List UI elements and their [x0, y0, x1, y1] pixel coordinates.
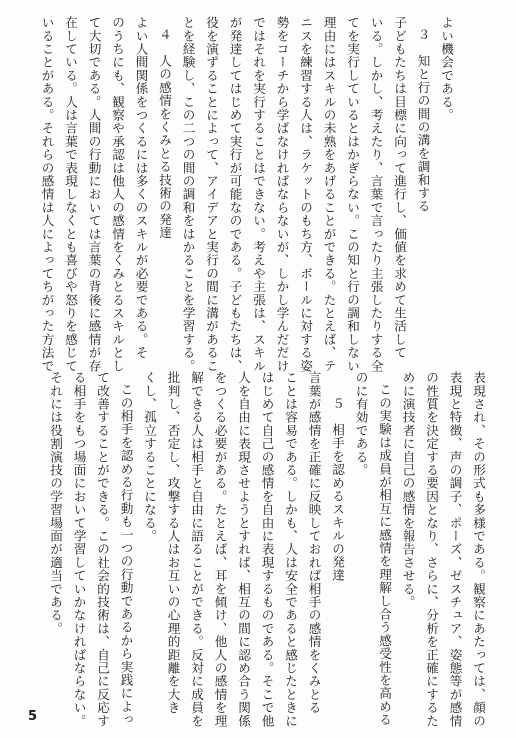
- section-heading-5: ５ 相手を認めるスキルの発達: [330, 397, 345, 582]
- text-line: くし、孤立することになる。: [142, 371, 157, 543]
- text-line: よい機会である。: [439, 16, 454, 122]
- top-text-section: [35, 16, 458, 373]
- text-line: る相手をもつ場面において学習していかなければならない。: [71, 371, 87, 728]
- text-line: 言葉が感情を正確に反映しておれば相手の感情をくみとる: [306, 371, 322, 715]
- text-line: てを実行しているとはかぎらない。この知と行の調和しない: [345, 16, 360, 373]
- text-line: とを経験し、この二つの間の調和をはかることを学習する。: [180, 16, 196, 373]
- text-line: 表現され、その形式も多様である。観察にあたっては、顔の: [471, 371, 486, 728]
- text-line: 子どもたちは目標に向って進行し、価値を求めて生活して: [392, 16, 407, 360]
- text-line: 勢をコーチから学ばなければならないが、しかし学んだだけ: [274, 16, 290, 373]
- section-heading-4: ４ 人の感情をくみとる技術の発達: [157, 28, 172, 240]
- text-line: 批判し、否定し、攻撃する人はお互いの心理的距離を大き: [165, 371, 181, 715]
- text-line: のうちにも、観察や承認は他人の感情をくみとるスキルとし: [110, 16, 125, 373]
- text-line: が発達してはじめて実行が可能なのである。子どもたちは、: [227, 16, 243, 373]
- text-line: 在している。人は言葉で表現しなくとも喜びや怒りを感じて: [63, 16, 78, 373]
- text-line: をつくる必要がある。たとえば、耳を傾け、他人の感情を理: [212, 371, 228, 728]
- text-line: いることがある。それらの感情は人によってちがった方法で: [39, 16, 55, 373]
- text-line: て改善することができる。この社会的技術は、自己に反応す: [95, 371, 110, 728]
- page-number: 5: [28, 709, 38, 724]
- text-line: それには役割演技の学習場面が適当である。: [48, 371, 63, 635]
- text-line: ニスを練習する人は、ラケットのもち方、ボールに対する姿: [298, 16, 313, 373]
- bottom-text-section: [44, 371, 491, 728]
- text-line: この相手を認める行動も一つの行動であるから実践によっ: [118, 383, 134, 727]
- text-line: 役を演ずることによって、アイデアと実行の間に溝があるこ: [204, 16, 219, 373]
- text-line: この実験は成員が相互に感情を理解し合う感受性を高める: [377, 383, 392, 727]
- text-line: いる。しかし、考えたり、言葉で言ったり主張したりする全: [368, 16, 384, 373]
- text-line: て大切である。人間の行動においては言葉の背後に感情が存: [86, 16, 102, 373]
- text-line: はじめて自己の感情を自由に表現するものである。そこで他: [259, 371, 275, 728]
- section-heading-3: ３ 知と行の間の溝を調和する: [415, 28, 431, 213]
- text-line: ことは容易である。しかも、人は安全であると感じたときに: [283, 371, 298, 728]
- text-line: 表現と特徴、声の調子、ポーズ、ゼスチュア、姿態等が感情: [447, 371, 463, 728]
- text-line: のに有効である。: [353, 371, 369, 477]
- text-line: よい人間関係をつくるには多くのスキルが必要である。そ: [133, 16, 149, 360]
- text-line: 解できる人は相手と自由に語ることができる。反対に成員を: [189, 371, 204, 728]
- text-line: 人を自由に表現させようとすれば、相互の間に認め合う関係: [236, 371, 251, 728]
- text-line: めに演技者に自己の感情を報告させる。: [400, 371, 416, 609]
- text-line: 理由にはスキルの未熟をあげることができる。たとえば、テ: [321, 16, 337, 373]
- text-line: の性質を決定する要因となり、さらに、分析を正確にするた: [424, 371, 439, 728]
- text-line: ではそれを実行することはできない。考えや主張は、スキル: [251, 16, 266, 373]
